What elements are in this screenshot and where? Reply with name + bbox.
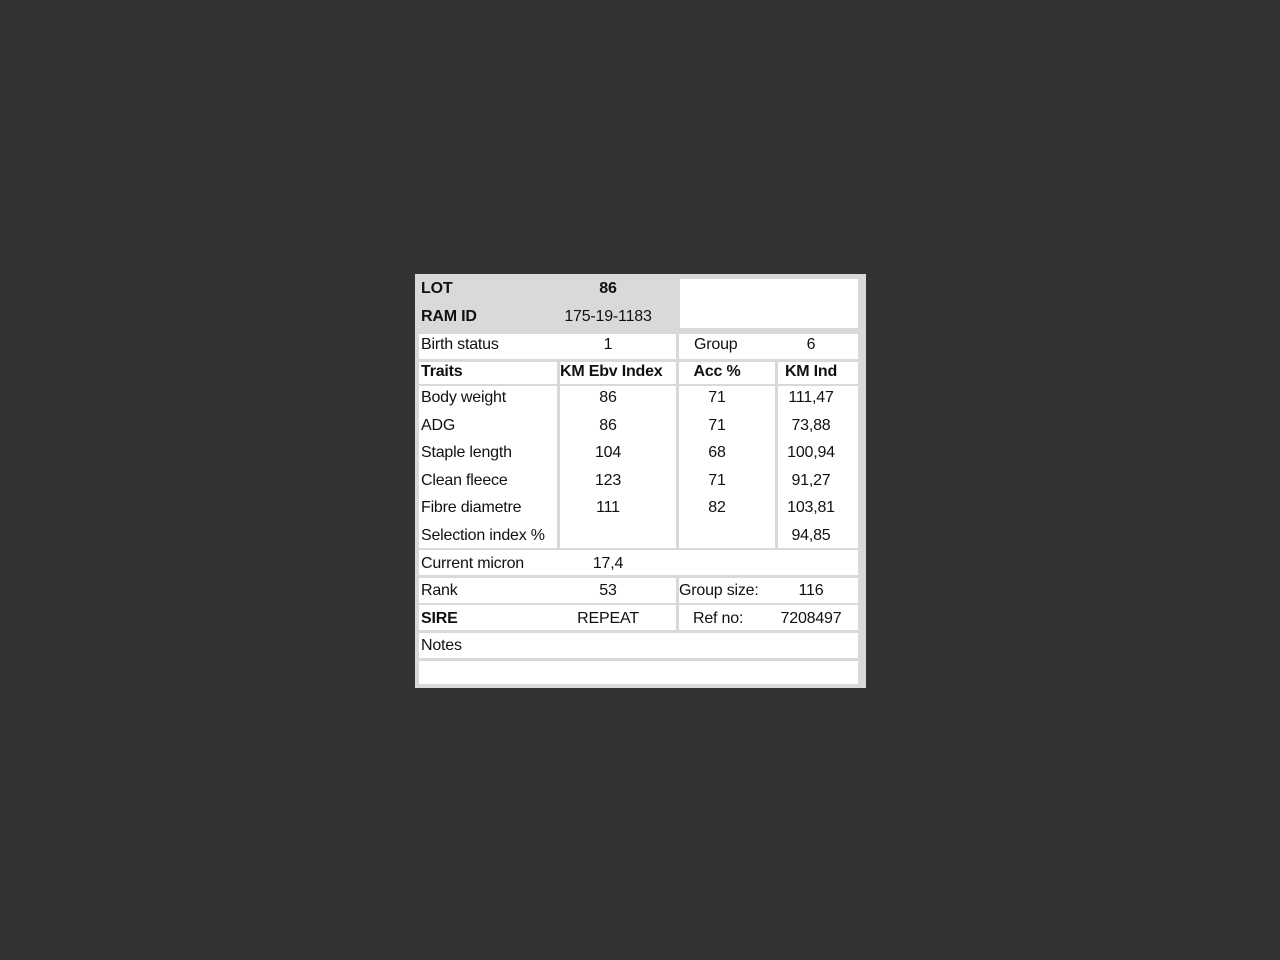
notes-field — [419, 661, 858, 684]
trait-acc: 71 — [708, 472, 726, 489]
trait-name: Clean fleece — [421, 472, 508, 489]
trait-ind: 91,27 — [791, 472, 831, 489]
ind-column — [778, 386, 858, 548]
rank-label: Rank — [421, 582, 458, 599]
group-size-value: 116 — [798, 582, 824, 599]
notes-label: Notes — [421, 637, 462, 654]
trait-ebv: 123 — [594, 472, 622, 489]
trait-ebv: 111 — [596, 499, 620, 516]
trait-ind: 94,85 — [791, 527, 831, 544]
trait-name: Fibre diametre — [421, 499, 522, 516]
group-label: Group — [694, 336, 738, 353]
ram-lot-card — [415, 274, 866, 688]
micron-label: Current micron — [421, 555, 525, 572]
trait-ind: 111,47 — [788, 389, 834, 406]
trait-name: Selection index % — [421, 527, 545, 544]
trait-ebv: 86 — [599, 417, 617, 434]
traits-column — [419, 386, 557, 548]
acc-column — [679, 386, 775, 548]
group-size-label: Group size: — [679, 582, 759, 599]
ind-column-header: KM Ind — [784, 363, 838, 380]
trait-ind: 73,88 — [791, 417, 831, 434]
trait-acc: 68 — [708, 444, 726, 461]
sire-label: SIRE — [421, 610, 458, 627]
trait-name: Staple length — [421, 444, 512, 461]
trait-acc: 82 — [708, 499, 726, 516]
ram-id-value: 175-19-1183 — [564, 308, 652, 325]
rank-value: 53 — [599, 582, 617, 599]
trait-name: ADG — [421, 417, 456, 434]
ram-id-label: RAM ID — [421, 308, 477, 325]
trait-acc: 71 — [708, 417, 726, 434]
trait-ebv: 104 — [594, 444, 622, 461]
ref-value: 7208497 — [780, 610, 842, 627]
ebv-column-header: KM Ebv Index — [560, 363, 663, 380]
lot-value: 86 — [599, 280, 617, 297]
trait-ind: 100,94 — [787, 444, 835, 461]
traits-column-header: Traits — [421, 363, 463, 380]
micron-value: 17,4 — [592, 555, 624, 572]
acc-column-header: Acc % — [693, 363, 741, 380]
trait-ebv: 86 — [599, 389, 617, 406]
trait-acc: 71 — [708, 389, 726, 406]
trait-name: Body weight — [421, 389, 506, 406]
photo-box — [680, 279, 858, 328]
ebv-column — [560, 386, 676, 548]
birth-status-value: 1 — [603, 336, 613, 353]
lot-label: LOT — [421, 280, 453, 297]
ref-label: Ref no: — [693, 610, 744, 627]
group-value: 6 — [806, 336, 816, 353]
sire-value: REPEAT — [577, 610, 639, 627]
notes-label-box — [419, 633, 858, 658]
trait-ind: 103,81 — [787, 499, 835, 516]
birth-status-label: Birth status — [421, 336, 499, 353]
